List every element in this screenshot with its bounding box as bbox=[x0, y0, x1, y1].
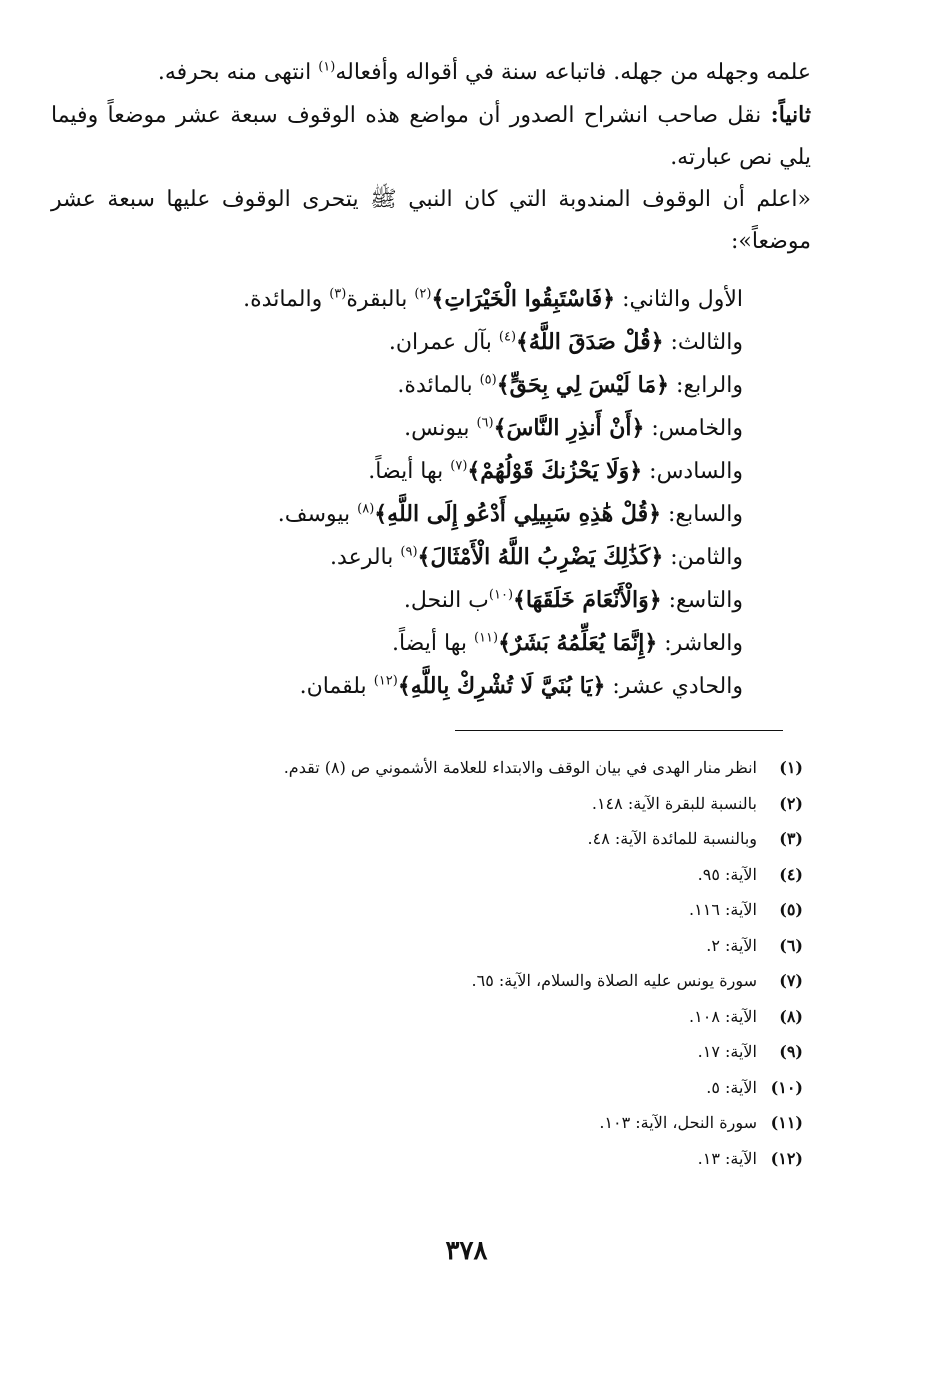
quote-paragraph: «اعلم أن الوقوف المندوبة التي كان النبي ﷺ يتحرى الوقوف عليها سبعة عشر موضعاً»: bbox=[51, 187, 811, 254]
footnote-number: (١٢) bbox=[770, 1148, 803, 1168]
verse-item bbox=[123, 407, 743, 450]
verse-ordinal: والسابع: bbox=[660, 502, 743, 527]
page-number: ٣٧٨ bbox=[445, 1236, 488, 1266]
footnote-separator bbox=[455, 730, 783, 731]
verse-ordinal: والخامس: bbox=[644, 416, 743, 441]
footnote-ref: (٥) bbox=[479, 372, 497, 388]
verse-ordinal: والثالث: bbox=[663, 330, 743, 355]
footnote-number: (٤) bbox=[779, 864, 803, 884]
verse-item bbox=[123, 321, 743, 364]
footnote-text: الآية: ١١٦. bbox=[689, 900, 757, 919]
quran-verse: ﴿فَاسْتَبِقُوا الْخَيْرَاتِ﴾ bbox=[431, 286, 616, 312]
footnote-ref: (١٠) bbox=[488, 587, 514, 603]
verse-ordinal: والتاسع: bbox=[661, 588, 743, 613]
footnote-number: (٢) bbox=[779, 793, 803, 813]
verse-source: بآل عمران. bbox=[388, 330, 499, 355]
footnote bbox=[163, 857, 803, 893]
quran-verse: ﴿إِنَّمَا يُعَلِّمُهُ بَشَرٌ﴾ bbox=[498, 630, 658, 656]
verse-item bbox=[123, 579, 743, 622]
verse-ordinal: والسادس: bbox=[642, 459, 743, 484]
footnote-ref: (١) bbox=[318, 59, 336, 75]
footnote-ref: (١٢) bbox=[373, 673, 398, 689]
footnote-text: الآية: ١٧. bbox=[697, 1042, 757, 1061]
verse-ordinal: والحادي عشر: bbox=[605, 674, 743, 699]
verse-end: . bbox=[243, 287, 251, 312]
footnote-text: وبالنسبة للمائدة الآية: ٤٨. bbox=[587, 829, 757, 848]
quran-verse: ﴿أَنْ أَنذِرِ النَّاسَ﴾ bbox=[493, 415, 645, 441]
main-text bbox=[51, 52, 811, 263]
footnote bbox=[163, 1034, 803, 1070]
footnote bbox=[163, 1070, 803, 1106]
verse-ordinal: والعاشر: bbox=[657, 631, 743, 656]
paragraph-1-text: علمه وجهله من جهله. فاتباعه سنة في أقواله وأفعاله bbox=[335, 60, 811, 85]
footnote-text: الآية: ٩٥. bbox=[697, 864, 757, 884]
footnote-number: (٨) bbox=[779, 1006, 803, 1026]
verse-item bbox=[123, 665, 743, 708]
footnote bbox=[163, 963, 803, 999]
verse-item bbox=[123, 450, 743, 493]
footnote-number: (٩) bbox=[779, 1042, 803, 1061]
footnote bbox=[163, 928, 803, 964]
quran-verse: ﴿وَالْأَنْعَامَ خَلَقَهَا﴾ bbox=[513, 587, 662, 613]
verse-source: بيونس. bbox=[404, 416, 477, 441]
verse-ordinal: الأول والثاني: bbox=[615, 287, 743, 312]
footnote-ref: (٦) bbox=[476, 415, 494, 431]
footnote-ref: (٤) bbox=[498, 329, 517, 345]
paragraph-1-end: انتهى منه بحرفه. bbox=[157, 60, 319, 85]
quran-verse: ﴿كَذَٰلِكَ يَضْرِبُ اللَّهُ الْأَمْثَالَ﴾ bbox=[417, 544, 664, 570]
footnote-number: (١١) bbox=[770, 1113, 803, 1132]
footnote-ref: (٢) bbox=[414, 286, 432, 302]
footnote bbox=[163, 999, 803, 1035]
verse-source: بيوسف. bbox=[277, 502, 358, 527]
footnote-number: (٥) bbox=[779, 900, 803, 919]
quran-verse: ﴿يَا بُنَيَّ لَا تُشْرِكْ بِاللَّهِ﴾ bbox=[397, 673, 606, 699]
footnote-text: سورة يونس عليه الصلاة والسلام، الآية: ٦٥. bbox=[471, 971, 757, 990]
footnote-number: (١) bbox=[779, 758, 803, 777]
footnotes bbox=[163, 750, 803, 1176]
footnote-number: (٣) bbox=[779, 829, 803, 848]
verse-source: بالمائدة. bbox=[397, 373, 480, 398]
quran-verse: ﴿قُلْ صَدَقَ اللَّهُ﴾ bbox=[516, 329, 664, 355]
verse-source: بلقمان. bbox=[299, 674, 374, 699]
footnote bbox=[163, 1141, 803, 1177]
verse-source: بها أيضاً. bbox=[391, 631, 474, 656]
footnote-ref: (٣) bbox=[329, 286, 347, 302]
section-label: ثانياً: bbox=[770, 102, 811, 128]
quran-verse: ﴿قُلْ هَٰذِهِ سَبِيلِي أَدْعُو إِلَى اللَّهِ﴾ bbox=[374, 501, 661, 527]
footnote bbox=[163, 892, 803, 928]
verse-item bbox=[123, 364, 743, 407]
footnote-ref: (٩) bbox=[400, 544, 418, 560]
verse-source: بالبقرة bbox=[346, 287, 415, 312]
verse-source-extra: والمائدة bbox=[250, 287, 330, 312]
verse-item bbox=[123, 493, 743, 536]
paragraph-1 bbox=[51, 52, 811, 94]
footnote-text: الآية: ٥. bbox=[706, 1077, 757, 1097]
footnote bbox=[163, 750, 803, 786]
verse-ordinal: والثامن: bbox=[663, 545, 743, 570]
verse-source: بالرعد. bbox=[330, 545, 401, 570]
footnote bbox=[163, 821, 803, 857]
footnote-text: الآية: ١٠٨. bbox=[689, 1006, 757, 1026]
paragraph-2 bbox=[51, 94, 811, 179]
verse-item bbox=[123, 622, 743, 665]
footnote-text: انظر منار الهدى في بيان الوقف والابتداء للعلامة الأشموني ص (٨) تقدم. bbox=[283, 758, 757, 777]
verse-source: ب النحل. bbox=[403, 588, 489, 613]
verse-item bbox=[123, 536, 743, 579]
footnote-number: (٦) bbox=[779, 935, 803, 955]
footnote-ref: (١١) bbox=[473, 630, 499, 646]
quran-verse: ﴿مَا لَيْسَ لِي بِحَقٍّ﴾ bbox=[496, 372, 670, 398]
footnote-number: (٧) bbox=[779, 971, 803, 990]
footnote-text: بالنسبة للبقرة الآية: ١٤٨. bbox=[591, 793, 757, 813]
footnote-ref: (٨) bbox=[357, 501, 375, 517]
footnote-text: الآية: ٢. bbox=[706, 935, 757, 955]
verse-source: بها أيضاً. bbox=[368, 459, 451, 484]
verse-list bbox=[123, 278, 743, 708]
quran-verse: ﴿وَلَا يَحْزُنكَ قَوْلُهُمْ﴾ bbox=[467, 458, 643, 484]
footnote-text: سورة النحل، الآية: ١٠٣. bbox=[599, 1113, 757, 1132]
footnote-number: (١٠) bbox=[770, 1077, 803, 1097]
verse-ordinal: والرابع: bbox=[669, 373, 743, 398]
footnote-text: الآية: ١٣. bbox=[697, 1148, 757, 1168]
footnote-ref: (٧) bbox=[450, 458, 468, 474]
paragraph-2-text: نقل صاحب انشراح الصدور أن مواضع هذه الوقوف سبعة عشر موضعاً وفيما يلي نص عبارته. bbox=[51, 103, 811, 170]
verse-item bbox=[123, 278, 743, 321]
footnote bbox=[163, 786, 803, 822]
footnote bbox=[163, 1105, 803, 1141]
